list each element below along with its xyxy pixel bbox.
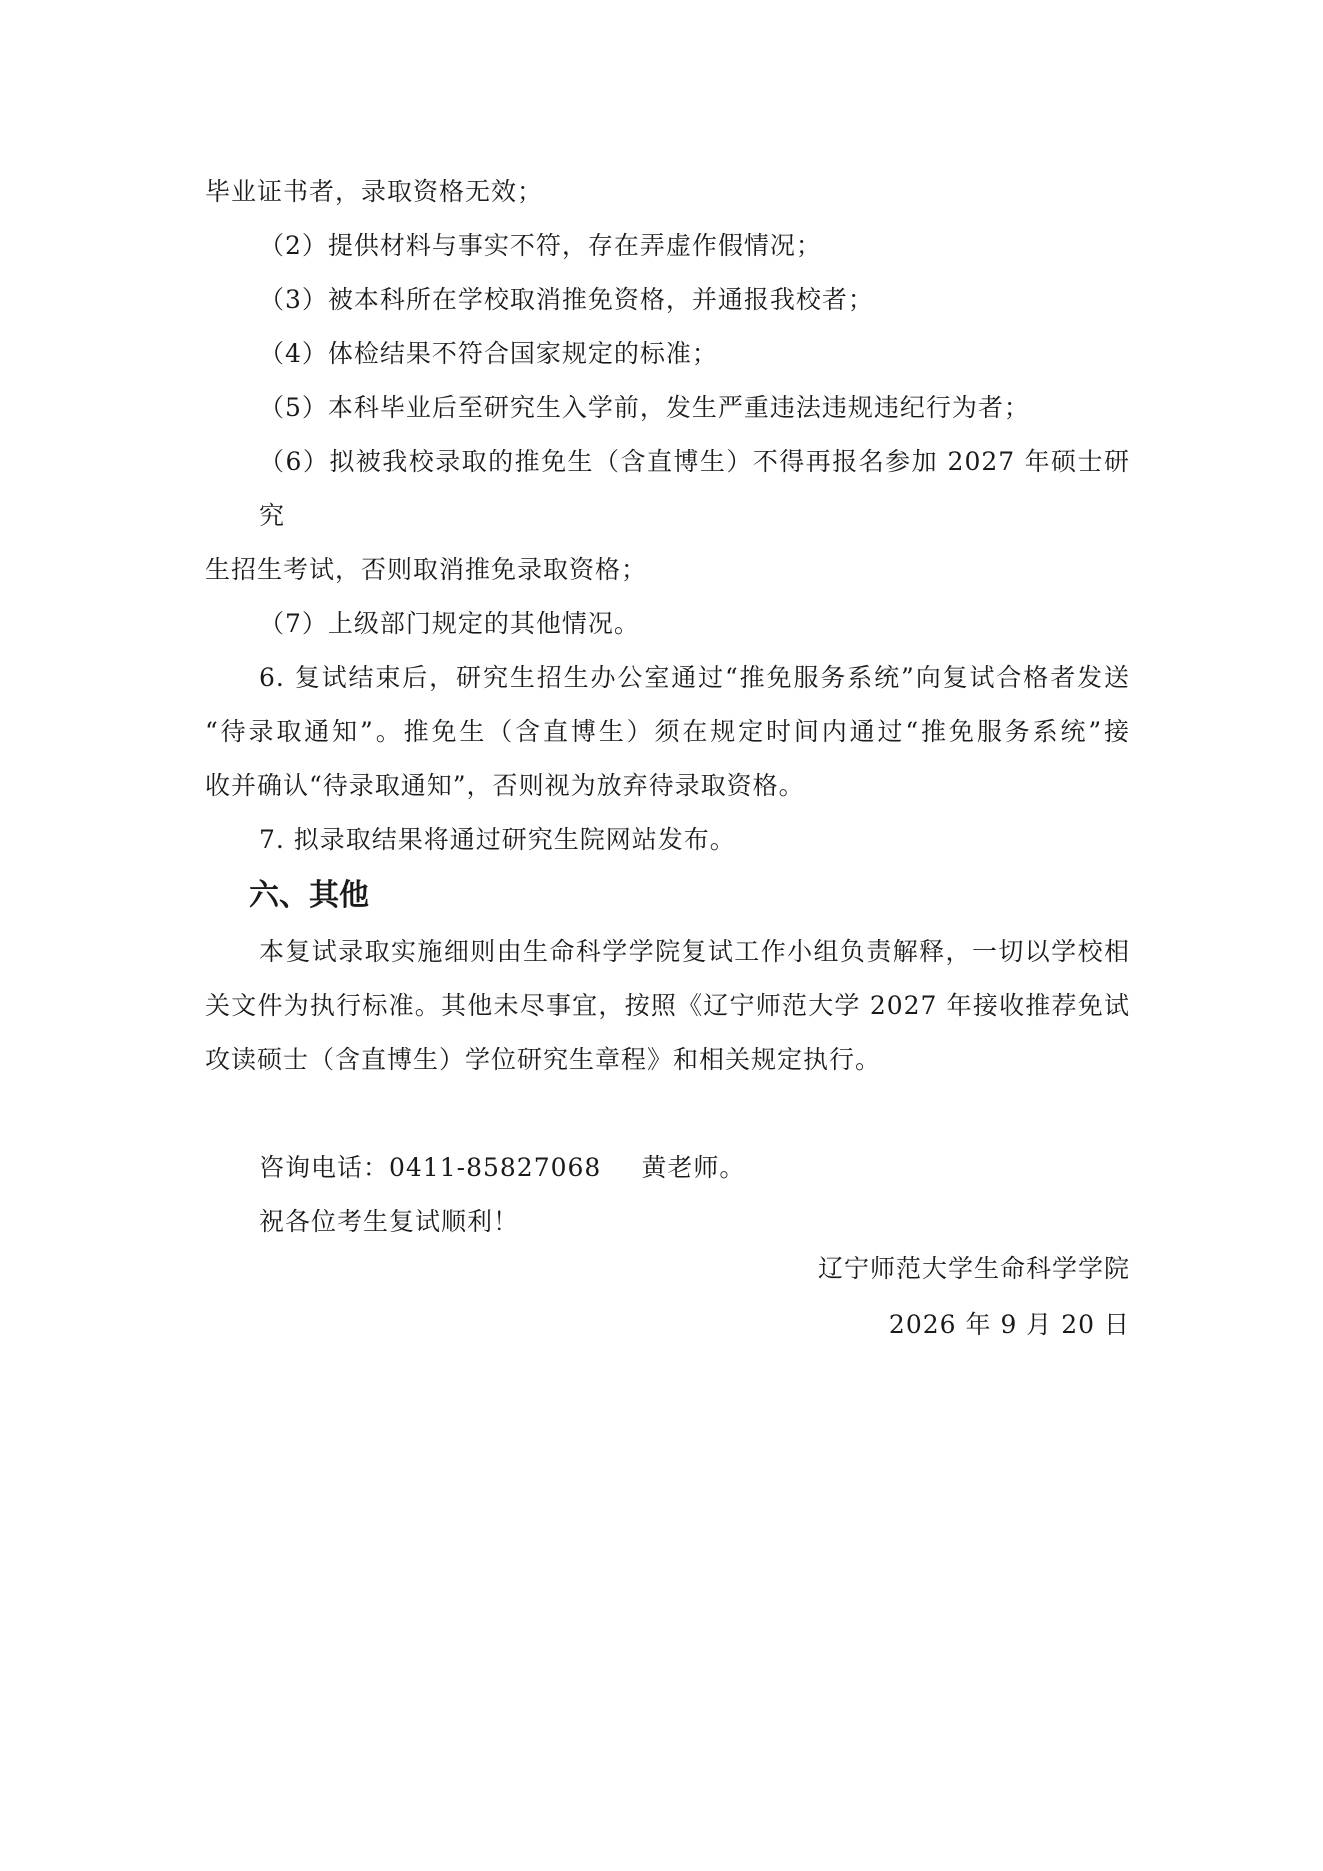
list-item-6-line-1: （6）拟被我校录取的推免生（含直博生）不得再报名参加 2027 年硕士研究 [259,447,1130,530]
list-item-3: （3）被本科所在学校取消推免资格，并通报我校者； [259,285,874,314]
blank-line [205,1087,1130,1141]
signature-organization: 辽宁师范大学生命科学学院 [817,1254,1130,1283]
item-7: 7. 拟录取结果将通过研究生院网站发布。 [259,825,736,854]
item-6-line-1: 6. 复试结束后，研究生招生办公室通过“推免服务系统”向复试合格者发送 [259,663,1130,692]
document-body [205,165,1130,1249]
list-item-7: （7）上级部门规定的其他情况。 [259,609,640,638]
section-heading-other: 六、其他 [249,878,369,913]
contact-phone: 咨询电话：0411-85827068 [259,1153,602,1182]
paragraph-continuation: 毕业证书者，录取资格无效； [205,177,544,206]
contact-person: 黄老师。 [641,1153,746,1182]
section-6-line-2: 关文件为执行标准。其他未尽事宜，按照《辽宁师范大学 2027 年接收推荐免试 [205,991,1130,1020]
list-item-6-line-2: 生招生考试，否则取消推免录取资格； [205,555,648,584]
item-6-line-3: 收并确认“待录取通知”，否则视为放弃待录取资格。 [205,771,805,800]
list-item-5: （5）本科毕业后至研究生入学前，发生严重违法违规违纪行为者； [259,393,1030,422]
contact-line [205,1141,1130,1195]
item-6-line-2: “待录取通知”。推免生（含直博生）须在规定时间内通过“推免服务系统”接 [205,717,1130,746]
closing-wish: 祝各位考生复试顺利！ [259,1207,520,1236]
list-item-2: （2）提供材料与事实不符，存在弄虚作假情况； [259,231,822,260]
section-6-line-1: 本复试录取实施细则由生命科学学院复试工作小组负责解释，一切以学校相 [259,937,1130,966]
signature-date: 2026 年 9 月 20 日 [888,1310,1130,1339]
list-item-4: （4）体检结果不符合国家规定的标准； [259,339,718,368]
section-6-line-3: 攻读硕士（含直博生）学位研究生章程》和相关规定执行。 [205,1045,882,1074]
